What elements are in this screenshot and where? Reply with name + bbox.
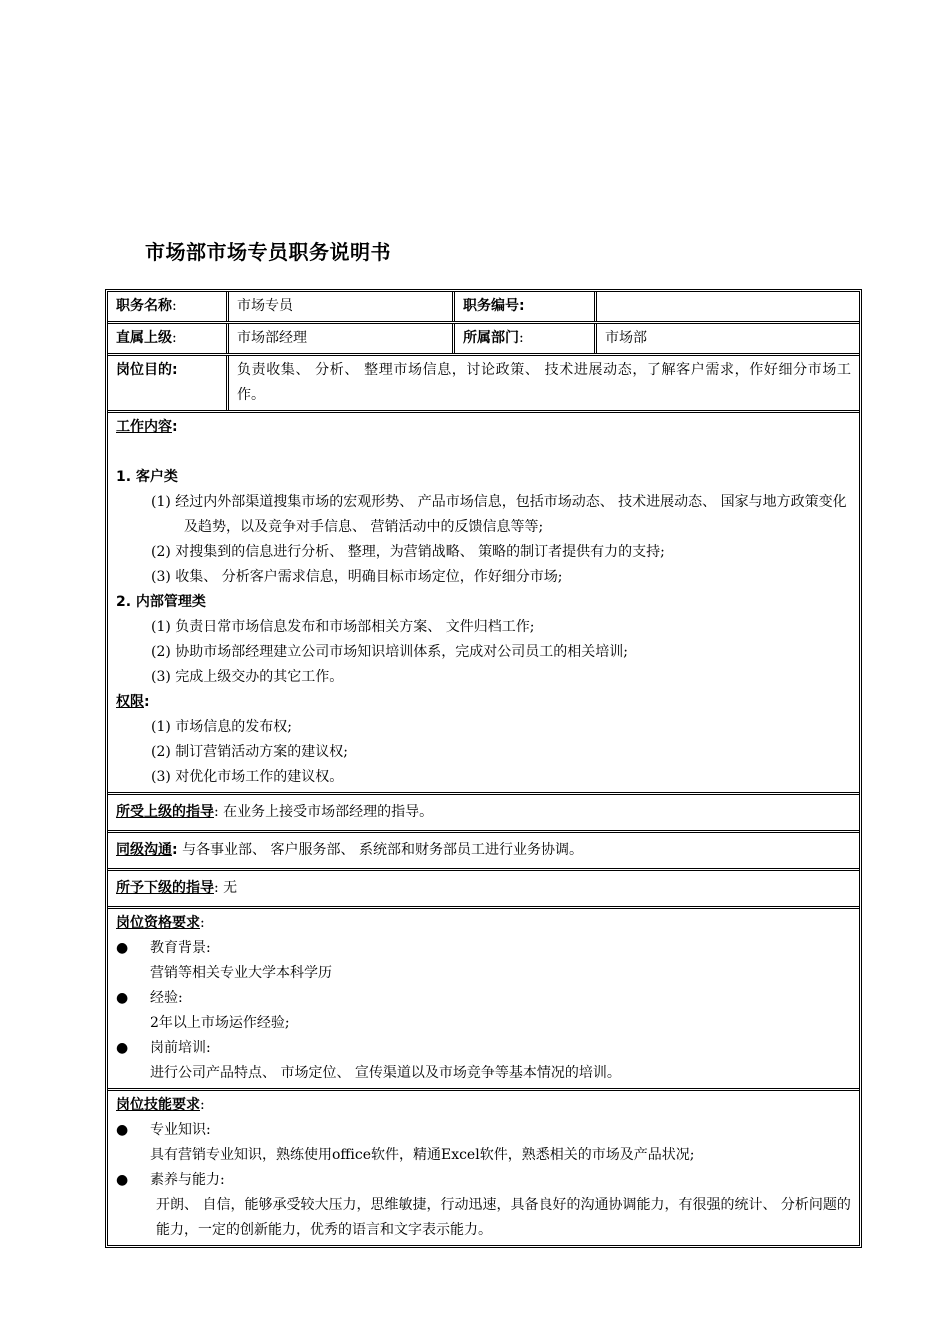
subordinate-guidance-label: 所予下级的指导 (116, 880, 214, 896)
subordinate-guidance-value: 无 (223, 880, 238, 896)
list-item-detail: 营销等相关专业大学本科学历 (150, 965, 332, 981)
job-description-table (105, 289, 862, 1248)
list-item: (1) 负责日常市场信息发布和市场部相关方案、 文件归档工作; (151, 619, 535, 635)
bullet-icon: ● (116, 1040, 129, 1056)
list-item: ● 素养与能力: (116, 1168, 851, 1193)
list-item: ● 教育背景: (116, 936, 851, 961)
list-item: ● 经验: (116, 986, 851, 1011)
row-job-name: 职务名称: 市场专员 职务编号: (108, 292, 859, 324)
list-item-detail: 2年以上市场运作经验; (150, 1015, 290, 1031)
peer-communication-label: 同级沟通 (116, 842, 172, 858)
document-title: 市场部市场专员职务说明书 (145, 240, 391, 264)
purpose-label: 岗位目的 (116, 362, 172, 378)
list-item-detail: 开朗、 自信，能够承受较大压力，思维敏捷，行动迅速，具备良好的沟通协调能力，有很强的统计、 分析问题的能力，一定的创新能力，优秀的语言和文字表示能力。 (156, 1197, 851, 1238)
list-item: (3) 完成上级交办的其它工作。 (151, 669, 344, 685)
superior-label: 直属上级 (116, 330, 172, 346)
row-skills: 岗位技能要求: ● 专业知识: 具有营销专业知识，熟练使用office软件，精通Excel软件，熟悉相关的市场及产品状况; ● 素养与能力: 开朗、 自信，能够承受较大压力，思维敏捷，行动迅速，具备良好的沟通协调能力，有很强的统计、 分析问题的能力，一定的创新能力，优秀的语言和文字表示能力。 (108, 1091, 859, 1245)
purpose-value: 负责收集、 分析、 整理市场信息，讨论政策、 技术进展动态，了解客户需求，作好细分市场工作。 (237, 362, 851, 403)
row-peer-communication: 同级沟通: 与各事业部、 客户服务部、 系统部和财务部员工进行业务协调。 (108, 833, 859, 871)
list-item-detail: 进行公司产品特点、 市场定位、 宣传渠道以及市场竞争等基本情况的培训。 (150, 1065, 621, 1081)
list-item: (3) 收集、 分析客户需求信息，明确目标市场定位，作好细分市场; (151, 569, 563, 585)
job-code-label: 职务编号 (463, 298, 519, 314)
row-superior: 直属上级: 市场部经理 所属部门: 市场部 (108, 324, 859, 356)
dept-label: 所属部门 (463, 330, 519, 346)
superior-value: 市场部经理 (229, 324, 455, 353)
row-work-content: 工作内容: 1. 客户类 (1) 经过内外部渠道搜集市场的宏观形势、 产品市场信息，包括市场动态、 技术进展动态、 国家与地方政策变化及趋势，以及竞争对手信息、 营销活动中的反馈信息等等; (2) 对搜集到的信息进行分析、 整理，为营销战略、 策略的制订者提供有力的支持; (3) 收集、 分析客户需求信息，明确目标市场定位，作好细分市场; 2. 内部管理类 (1) 负责日常市场信息发布和市场部相关方案、 文件归档工作; (2) 协助市场部经理建立公司市场知识培训体系，完成对公司员工的相关培训; (3) 完成上级交办的其它工作。 权限: (1) 市场信息的发布权; (2) 制订营销活动方案的建议权; (3) 对优化市场工作的建议权。 (108, 413, 859, 795)
dept-value: 市场部 (605, 330, 647, 346)
list-item-detail: 具有营销专业知识，熟练使用office软件，精通Excel软件，熟悉相关的市场及产品状况; (150, 1147, 695, 1163)
row-subordinate-guidance: 所予下级的指导: 无 (108, 871, 859, 909)
job-name-value: 市场专员 (229, 292, 455, 321)
row-purpose: 岗位目的: 负责收集、 分析、 整理市场信息，讨论政策、 技术进展动态，了解客户需求，作好细分市场工作。 (108, 356, 859, 413)
peer-communication-value: 与各事业部、 客户服务部、 系统部和财务部员工进行业务协调。 (182, 842, 583, 858)
superior-guidance-value: 在业务上接受市场部经理的指导。 (223, 804, 434, 820)
category-internal: 2. 内部管理类 (116, 594, 206, 610)
list-item: (1) 市场信息的发布权; (151, 719, 292, 735)
category-customer: 1. 客户类 (116, 469, 178, 485)
list-item: ● 岗前培训: (116, 1036, 851, 1061)
row-superior-guidance: 所受上级的指导: 在业务上接受市场部经理的指导。 (108, 795, 859, 833)
row-qualifications: 岗位资格要求: ● 教育背景: 营销等相关专业大学本科学历 ● 经验: 2年以上市场运作经验; ● 岗前培训: 进行公司产品特点、 市场定位、 宣传渠道以及市场竞争等基本情况的培训。 (108, 909, 859, 1091)
list-item: (2) 制订营销活动方案的建议权; (151, 744, 348, 760)
list-item: (1) 经过内外部渠道搜集市场的宏观形势、 产品市场信息，包括市场动态、 技术进展动态、 国家与地方政策变化及趋势，以及竞争对手信息、 营销活动中的反馈信息等等; (151, 494, 847, 535)
authority-heading: 权限 (116, 694, 144, 710)
work-heading: 工作内容 (116, 419, 172, 435)
job-name-label: 职务名称 (116, 298, 172, 314)
qualifications-heading: 岗位资格要求 (116, 915, 200, 931)
bullet-icon: ● (116, 990, 129, 1006)
bullet-icon: ● (116, 1122, 129, 1138)
job-code-value (597, 292, 859, 321)
bullet-icon: ● (116, 940, 129, 956)
list-item: (2) 对搜集到的信息进行分析、 整理，为营销战略、 策略的制订者提供有力的支持; (151, 544, 665, 560)
list-item: ● 专业知识: (116, 1118, 851, 1143)
list-item: (3) 对优化市场工作的建议权。 (151, 769, 344, 785)
superior-guidance-label: 所受上级的指导 (116, 804, 214, 820)
bullet-icon: ● (116, 1172, 129, 1188)
skills-heading: 岗位技能要求 (116, 1097, 200, 1113)
list-item: (2) 协助市场部经理建立公司市场知识培训体系，完成对公司员工的相关培训; (151, 644, 628, 660)
